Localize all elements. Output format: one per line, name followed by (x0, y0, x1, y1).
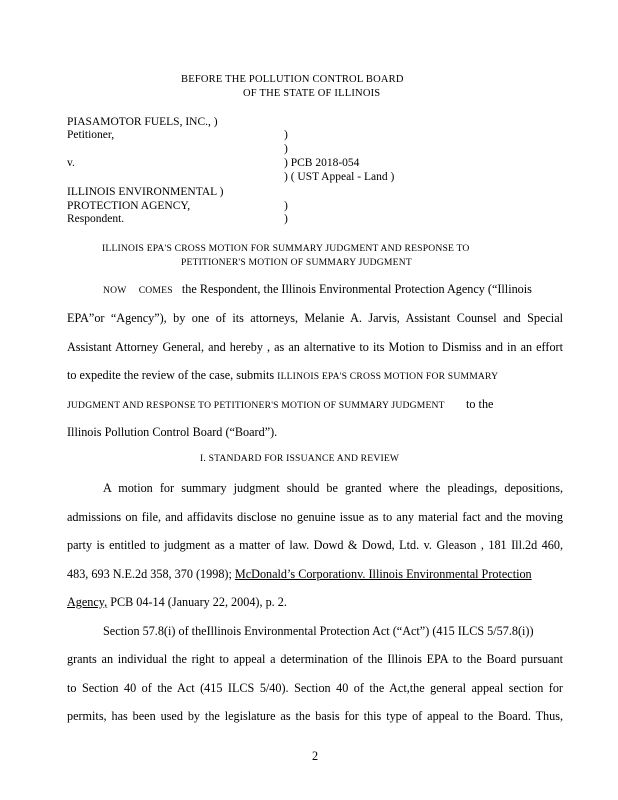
respondent-name-1: ILLINOIS ENVIRONMENTAL ) (67, 186, 224, 198)
respondent-role: Respondent. (67, 213, 125, 225)
para2-line-1: A motion for summary judgment should be granted where the pleadings, depositions, (103, 481, 563, 495)
case-citation-agency: Agency, (67, 595, 108, 609)
case-citation-link: McDonald’s Corporationv. Illinois Environmental Protection (234, 567, 532, 581)
respondent-name-2: PROTECTION AGENCY, (67, 200, 191, 212)
para3-line-2: grants an individual the right to appeal a determination of the Illinois EPA to the Board pursuant (67, 652, 563, 666)
caption-paren: ) (284, 129, 288, 141)
header-line-1: BEFORE THE POLLUTION CONTROL BOARD (181, 74, 404, 85)
para1-line-1 (103, 282, 532, 297)
para1-line-5-smallcaps: JUDGMENT AND RESPONSE TO PETITIONER'S MOTION OF SUMMARY JUDGMENT (67, 400, 445, 411)
para1-line-5 (67, 397, 493, 412)
petitioner-name: PIASAMOTOR FUELS, INC., ) (67, 116, 218, 128)
para2-line-3: party is entitled to judgment as a matter of law. Dowd & Dowd, Ltd. v. Gleason , 181 Ill.2d 460, (67, 538, 563, 552)
para3-line-1: Section 57.8(i) of theIllinois Environmental Protection Act (“Act”) (415 ILCS 5/57.8(i)) (103, 624, 534, 638)
page-number: 2 (312, 749, 319, 763)
para1-line-6: Illinois Pollution Control Board (“Board”). (67, 425, 278, 439)
motion-title-line-2: PETITIONER'S MOTION OF SUMMARY JUDGMENT (181, 257, 412, 268)
versus: v. (67, 157, 75, 169)
section-heading: I. STANDARD FOR ISSUANCE AND REVIEW (200, 453, 400, 464)
caption-paren: ) (284, 143, 288, 155)
comes-smallcaps: COMES (138, 285, 173, 296)
case-type: ) ( UST Appeal - Land ) (284, 171, 395, 183)
motion-title-line-1: ILLINOIS EPA'S CROSS MOTION FOR SUMMARY JUDGMENT AND RESPONSE TO (102, 243, 470, 254)
para1-line-1-rest: the Respondent, the Illinois Environmental Protection Agency (“Illinois (181, 282, 532, 296)
para2-line-4 (67, 567, 532, 582)
para1-line-4-smallcaps: ILLINOIS EPA'S CROSS MOTION FOR SUMMARY (277, 371, 499, 382)
caption-paren: ) (284, 213, 288, 225)
petitioner-role: Petitioner, (67, 129, 115, 141)
now-smallcaps: NOW (103, 285, 127, 296)
para2-line-2: admissions on file, and affidavits disclose no genuine issue as to any material fact and the moving (67, 510, 563, 524)
citation-text: 483, 693 N.E.2d 358, 370 (1998); (67, 567, 232, 581)
para1-line-4 (67, 368, 498, 383)
citation-pcb: PCB 04-14 (January 22, 2004), p. 2. (110, 595, 287, 609)
para2-line-5 (67, 595, 287, 610)
para1-line-2: EPA”or “Agency”), by one of its attorneys, Melanie A. Jarvis, Assistant Counsel and Special (67, 311, 563, 325)
para1-line-3: Assistant Attorney General, and hereby , as an alternative to its Motion to Dismiss and in an effort (67, 340, 563, 354)
para3-line-4: permits, has been used by the legislature as the basis for this type of appeal to the Board. Thus, (67, 709, 563, 723)
para1-line-5-text: to the (466, 397, 494, 411)
case-number: ) PCB 2018-054 (284, 157, 360, 169)
para3-line-3: to Section 40 of the Act (415 ILCS 5/40). Section 40 of the Act,the general appeal section for (67, 681, 563, 695)
header-line-2: OF THE STATE OF ILLINOIS (243, 88, 381, 99)
para1-line-4-text: to expedite the review of the case, submits (67, 368, 275, 382)
caption-paren: ) (284, 200, 288, 212)
